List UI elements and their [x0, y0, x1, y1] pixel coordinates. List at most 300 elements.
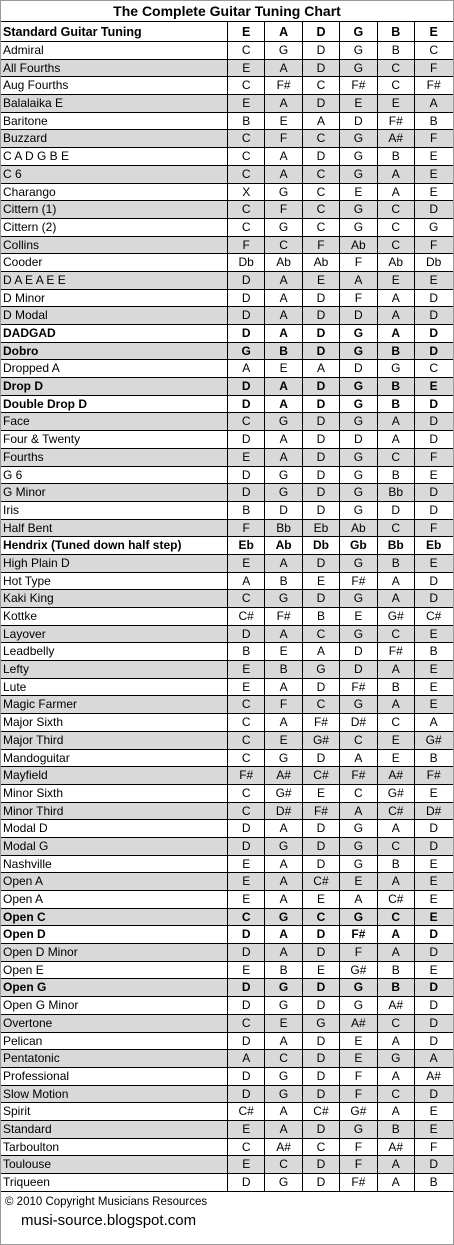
string-note: C [228, 413, 265, 430]
string-note: F [340, 1086, 377, 1103]
string-note: B [378, 679, 415, 696]
string-note: E [429, 272, 438, 287]
table-row [1, 360, 453, 378]
string-note: D [228, 307, 265, 324]
string-note: A [265, 290, 302, 307]
tuning-name: Cittern (1) [1, 201, 228, 218]
string-note: Eb [425, 538, 442, 553]
string-note: B [378, 1121, 415, 1138]
string-note: A [378, 166, 415, 183]
table-row [1, 944, 453, 962]
string-note: E [429, 874, 438, 889]
string-note: E [228, 962, 265, 979]
tuning-name: Open G Minor [1, 997, 228, 1014]
tuning-name: Collins [1, 237, 228, 254]
tuning-name: Minor Sixth [1, 785, 228, 802]
tuning-name: Mandoguitar [1, 750, 228, 767]
tuning-name: C A D G B E [1, 148, 228, 165]
string-note: D [429, 927, 438, 942]
string-note: B [265, 962, 302, 979]
string-note: C [303, 219, 340, 236]
string-note: D [303, 820, 340, 837]
string-note: D# [425, 803, 442, 818]
tuning-name: Drop D [1, 378, 228, 395]
header-name: Standard Guitar Tuning [1, 22, 228, 41]
tuning-name: Admiral [1, 42, 228, 59]
string-note: D [429, 502, 438, 517]
string-note: F# [426, 768, 441, 783]
string-note: B [429, 750, 438, 765]
string-note: A [340, 750, 377, 767]
string-note: A# [378, 1139, 415, 1156]
string-note: C [303, 696, 340, 713]
string-note: D [303, 413, 340, 430]
string-note: A# [378, 130, 415, 147]
string-note: G# [303, 732, 340, 749]
string-note: B [429, 113, 438, 128]
string-note: G [340, 130, 377, 147]
table-header [1, 22, 453, 42]
string-note: A [378, 873, 415, 890]
string-note: E [429, 1104, 438, 1119]
string-note: G [265, 184, 302, 201]
tuning-name: Fourths [1, 449, 228, 466]
string-note: D [429, 821, 438, 836]
string-note: G [265, 750, 302, 767]
string-note: A# [265, 767, 302, 784]
tuning-name: Professional [1, 1068, 228, 1085]
header-string: G [340, 22, 377, 41]
string-note: F# [378, 643, 415, 660]
tuning-name: Tarboulton [1, 1139, 228, 1156]
string-note: F [340, 1068, 377, 1085]
string-note: G [378, 360, 415, 377]
table-row [1, 750, 453, 768]
string-note: D [228, 997, 265, 1014]
string-note: A [265, 856, 302, 873]
site-url: musi-source.blogspot.com [21, 1211, 197, 1229]
string-note: D [340, 360, 377, 377]
string-note: D [429, 1157, 438, 1172]
string-note: E [228, 873, 265, 890]
string-note: F [340, 290, 377, 307]
string-note: F# [378, 113, 415, 130]
string-note: F# [340, 767, 377, 784]
string-note: G [265, 42, 302, 59]
string-note: F [429, 520, 438, 535]
string-note: G [340, 997, 377, 1014]
string-note: A [378, 926, 415, 943]
string-note: C [228, 201, 265, 218]
string-note: E [429, 909, 438, 924]
string-note: C [265, 237, 302, 254]
string-note: B [378, 148, 415, 165]
tuning-name: Open D [1, 926, 228, 943]
string-note: F# [303, 714, 340, 731]
string-note: A [228, 360, 265, 377]
string-note: B [265, 343, 302, 360]
string-note: F [265, 130, 302, 147]
table-row [1, 378, 453, 396]
table-row [1, 184, 453, 202]
string-note: G [340, 502, 377, 519]
string-note: E [340, 95, 377, 112]
tuning-name: Dropped A [1, 360, 228, 377]
tuning-name: Kottke [1, 608, 228, 625]
string-note: D [303, 997, 340, 1014]
table-row [1, 891, 453, 909]
string-note: E [378, 750, 415, 767]
table-row [1, 962, 453, 980]
tuning-name: Hendrix (Tuned down half step) [1, 537, 228, 554]
table-row [1, 537, 453, 555]
string-note: A [228, 1050, 265, 1067]
string-note: C [303, 130, 340, 147]
table-row [1, 979, 453, 997]
tuning-name: Minor Third [1, 803, 228, 820]
string-note: A# [426, 1068, 441, 1083]
string-note: A [378, 1174, 415, 1191]
string-note: C# [378, 891, 415, 908]
string-note: D [303, 979, 340, 996]
string-note: D [228, 290, 265, 307]
tuning-name: Cittern (2) [1, 219, 228, 236]
string-note: D [265, 502, 302, 519]
string-note: D [429, 396, 438, 411]
string-note: C [228, 166, 265, 183]
string-note: D [303, 325, 340, 342]
string-note: D [429, 432, 438, 447]
string-note: G [378, 1050, 415, 1067]
string-note: D [303, 431, 340, 448]
table-row [1, 714, 453, 732]
string-note: G [428, 219, 439, 234]
string-note: G [340, 1121, 377, 1138]
table-row [1, 573, 453, 591]
string-note: Bb [378, 537, 415, 554]
string-note: F [429, 449, 438, 464]
string-note: C [228, 696, 265, 713]
string-note: A [265, 873, 302, 890]
table-row [1, 909, 453, 927]
string-note: Eb [303, 520, 340, 537]
string-note: G [265, 838, 302, 855]
string-note: E [303, 272, 340, 289]
table-row [1, 431, 453, 449]
table-row [1, 237, 453, 255]
string-note: G [340, 60, 377, 77]
string-note: Db [425, 255, 442, 270]
string-note: C [378, 60, 415, 77]
string-note: G [340, 590, 377, 607]
string-note: D [429, 326, 438, 340]
string-note: E [303, 573, 340, 590]
table-row [1, 95, 453, 113]
string-note: G [340, 856, 377, 873]
string-note: E [429, 379, 438, 394]
string-note: A [378, 696, 415, 713]
string-note: D [228, 272, 265, 289]
string-note: D [429, 1033, 438, 1048]
footer [1, 1194, 453, 1232]
string-note: D [303, 396, 340, 413]
string-note: D [228, 484, 265, 501]
string-note: F# [340, 77, 377, 94]
tuning-name: Balalaika E [1, 95, 228, 112]
table-row [1, 1068, 453, 1086]
string-note: D# [265, 803, 302, 820]
string-note: D [228, 1086, 265, 1103]
string-note: D [429, 573, 438, 588]
string-note: G [340, 378, 377, 395]
string-note: D [303, 1068, 340, 1085]
string-note: D [228, 926, 265, 943]
tuning-name: Face [1, 413, 228, 430]
table-row [1, 1103, 453, 1121]
string-note: C [303, 184, 340, 201]
string-note: A [265, 926, 302, 943]
string-note: E [228, 449, 265, 466]
string-note: G [265, 467, 302, 484]
table-row [1, 661, 453, 679]
table-row [1, 732, 453, 750]
tuning-name: All Fourths [1, 60, 228, 77]
string-note: A [303, 113, 340, 130]
string-note: G [340, 343, 377, 360]
string-note: C# [303, 873, 340, 890]
string-note: G [340, 696, 377, 713]
string-note: B [378, 396, 415, 413]
string-note: A [265, 166, 302, 183]
string-note: G# [340, 1103, 377, 1120]
string-note: D [303, 856, 340, 873]
table-row [1, 201, 453, 219]
string-note: Ab [378, 254, 415, 271]
string-note: G [340, 42, 377, 59]
table-row [1, 290, 453, 308]
string-note: Ab [303, 254, 340, 271]
string-note: B [265, 573, 302, 590]
string-note: E [378, 95, 415, 112]
string-note: D [228, 820, 265, 837]
string-note: D [303, 95, 340, 112]
string-note: D [429, 414, 438, 429]
string-note: A [265, 626, 302, 643]
string-note: G [340, 467, 377, 484]
string-note: A# [340, 1015, 377, 1032]
table-row [1, 77, 453, 95]
tuning-name: Magic Farmer [1, 696, 228, 713]
string-note: E [378, 732, 415, 749]
string-note: A [303, 360, 340, 377]
string-note: G [340, 201, 377, 218]
string-note: D [303, 679, 340, 696]
string-note: E [340, 608, 377, 625]
string-note: E [429, 962, 438, 977]
tuning-name: Slow Motion [1, 1086, 228, 1103]
string-note: D [303, 378, 340, 395]
table-row [1, 997, 453, 1015]
string-note: D [228, 1033, 265, 1050]
string-note: D [303, 60, 340, 77]
string-note: G [340, 820, 377, 837]
string-note: D [429, 1086, 438, 1101]
copyright-text: © 2010 Copyright Musicians Resources [5, 1195, 208, 1208]
string-note: E [429, 856, 438, 871]
string-note: E [429, 626, 438, 641]
table-row [1, 166, 453, 184]
string-note: C [378, 838, 415, 855]
string-note: E [228, 1156, 265, 1173]
tuning-name: Layover [1, 626, 228, 643]
string-note: A [265, 449, 302, 466]
string-note: C [378, 77, 415, 94]
string-note: A [378, 1103, 415, 1120]
table-row [1, 113, 453, 131]
string-note: G [340, 484, 377, 501]
string-note: A [265, 148, 302, 165]
string-note: E [429, 785, 438, 800]
tuning-name: Triqueen [1, 1174, 228, 1191]
string-note: A# [265, 1139, 302, 1156]
tuning-name: Major Third [1, 732, 228, 749]
string-note: G [340, 219, 377, 236]
string-note: D [303, 343, 340, 360]
string-note: C [228, 1015, 265, 1032]
string-note: A [303, 643, 340, 660]
string-note: Ab [265, 537, 302, 554]
string-note: F# [340, 679, 377, 696]
string-note: G# [265, 785, 302, 802]
tuning-name: Open D Minor [1, 944, 228, 961]
tuning-name: Major Sixth [1, 714, 228, 731]
string-note: C [303, 77, 340, 94]
string-note: A [378, 573, 415, 590]
string-note: A [378, 590, 415, 607]
string-note: C [228, 130, 265, 147]
table-row [1, 856, 453, 874]
tuning-name: G 6 [1, 467, 228, 484]
string-note: C [228, 714, 265, 731]
string-note: E [378, 272, 415, 289]
string-note: E [265, 732, 302, 749]
tuning-name: Hot Type [1, 573, 228, 590]
string-note: G# [425, 732, 442, 747]
tuning-name: Spirit [1, 1103, 228, 1120]
string-note: G [265, 1174, 302, 1191]
tuning-name: Open A [1, 873, 228, 890]
string-note: E [228, 661, 265, 678]
string-note: D [340, 661, 377, 678]
tuning-name: Baritone [1, 113, 228, 130]
string-note: C [228, 590, 265, 607]
string-note: A [378, 820, 415, 837]
string-note: C [228, 785, 265, 802]
chart-title: The Complete Guitar Tuning Chart [113, 3, 341, 19]
string-note: D [228, 979, 265, 996]
tuning-name: Half Bent [1, 520, 228, 537]
table-row [1, 219, 453, 237]
string-note: G [265, 219, 302, 236]
string-note: C [378, 714, 415, 731]
string-note: D [303, 484, 340, 501]
string-note: Eb [228, 537, 265, 554]
string-note: A [265, 891, 302, 908]
string-note: B [378, 555, 415, 572]
string-note: A [378, 307, 415, 324]
string-note: A [378, 1033, 415, 1050]
tuning-name: D Minor [1, 290, 228, 307]
tuning-name: Nashville [1, 856, 228, 873]
string-note: C [265, 1156, 302, 1173]
string-note: B [378, 979, 415, 996]
string-note: A [265, 1103, 302, 1120]
string-note: B [429, 1175, 438, 1189]
table-row [1, 1139, 453, 1157]
tuning-name: Modal D [1, 820, 228, 837]
tuning-name: Toulouse [1, 1156, 228, 1173]
tuning-name: Four & Twenty [1, 431, 228, 448]
string-note: D [429, 485, 438, 500]
string-note: A [265, 272, 302, 289]
tuning-name: C 6 [1, 166, 228, 183]
string-note: G [340, 325, 377, 342]
tuning-name: Overtone [1, 1015, 228, 1032]
string-note: G [265, 979, 302, 996]
string-note: E [340, 1033, 377, 1050]
table-row [1, 449, 453, 467]
string-note: Ab [340, 520, 377, 537]
string-note: G [340, 838, 377, 855]
table-row [1, 60, 453, 78]
string-note: E [228, 60, 265, 77]
string-note: G [265, 1086, 302, 1103]
string-note: D [303, 1121, 340, 1138]
string-note: D [429, 1015, 438, 1030]
string-note: A# [378, 997, 415, 1014]
string-note: D [429, 202, 438, 217]
string-note: A [265, 944, 302, 961]
string-note: A [265, 307, 302, 324]
table-row [1, 643, 453, 661]
string-note: A [429, 1051, 438, 1066]
string-note: E [429, 662, 438, 677]
table-row [1, 679, 453, 697]
string-note: B [228, 643, 265, 660]
table-row [1, 1015, 453, 1033]
string-note: F# [228, 767, 265, 784]
tuning-table [1, 21, 453, 1192]
tuning-name: Double Drop D [1, 396, 228, 413]
string-note: A [265, 95, 302, 112]
string-note: B [429, 644, 438, 659]
string-note: B [378, 343, 415, 360]
string-note: D [303, 926, 340, 943]
string-note: D [303, 290, 340, 307]
string-note: E [265, 1015, 302, 1032]
string-note: E [429, 149, 438, 164]
string-note: G [340, 166, 377, 183]
tuning-name: Mayfield [1, 767, 228, 784]
string-note: A [378, 944, 415, 961]
string-note: B [378, 856, 415, 873]
table-row [1, 1086, 453, 1104]
string-note: E [228, 95, 265, 112]
string-note: D [429, 308, 438, 323]
string-note: A [340, 803, 377, 820]
header-string: D [303, 22, 340, 41]
string-note: E [228, 1121, 265, 1138]
